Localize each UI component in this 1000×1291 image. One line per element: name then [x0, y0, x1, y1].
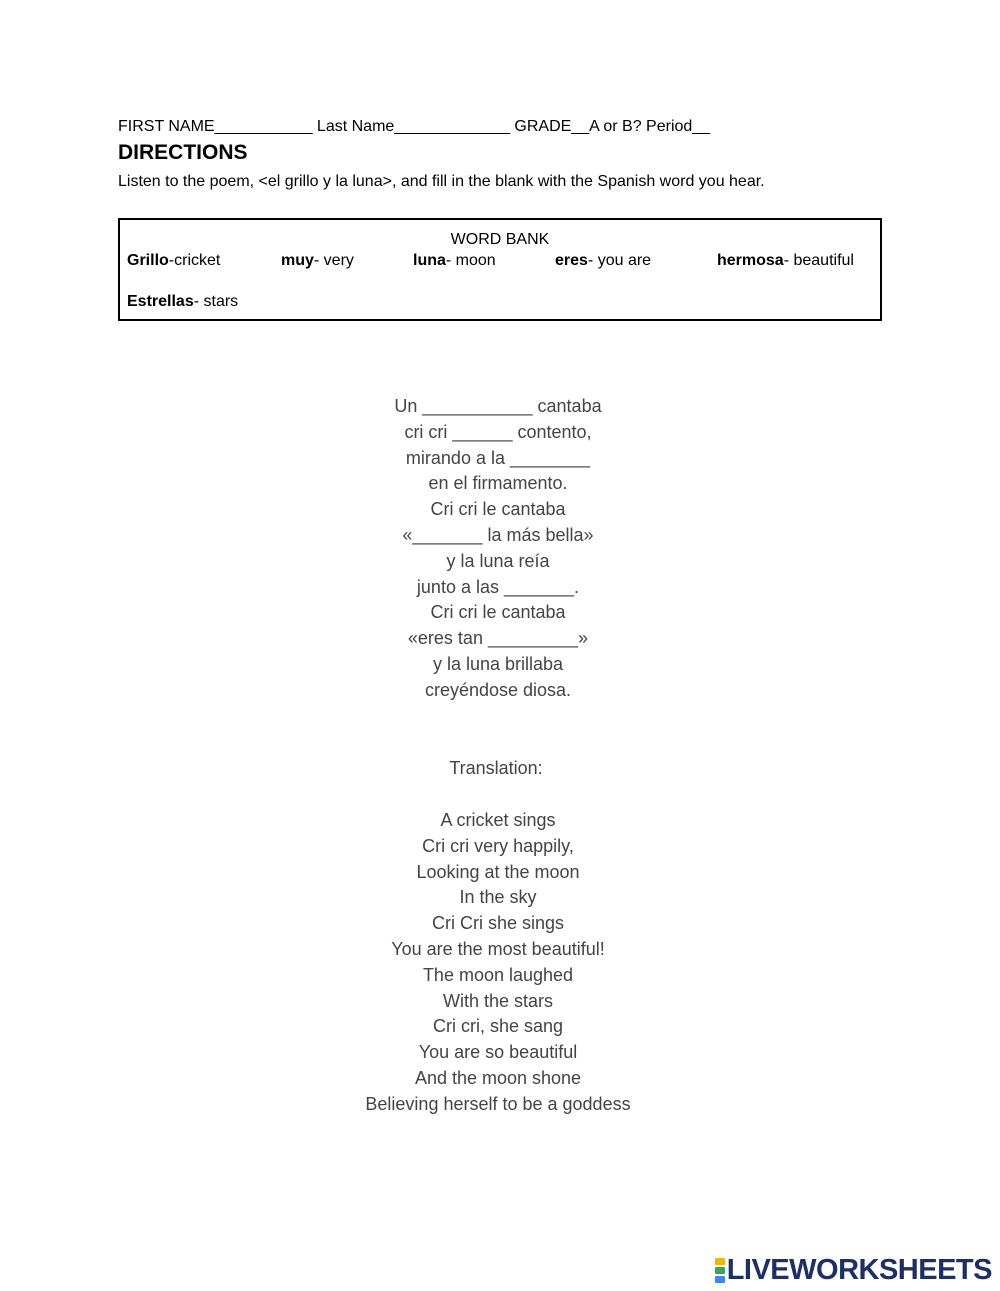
poem: [0, 394, 1000, 704]
translation-line: Cri cri very happily,: [422, 835, 574, 856]
word-bank-entry: Estrellas- stars: [127, 293, 239, 310]
brand-name: LIVEWORKSHEETS: [726, 1253, 992, 1286]
word-bank-box: [118, 218, 882, 321]
poem-line: Cri cri le cantaba: [430, 499, 566, 520]
poem-line: en el firmamento.: [428, 473, 568, 494]
poem-line: junto a las _______.: [416, 576, 580, 597]
liveworksheets-logo[interactable]: [715, 1254, 992, 1286]
translation-line: A cricket sings: [440, 810, 556, 830]
translation-line: Looking at the moon: [416, 861, 580, 882]
translation-line: The moon laughed: [422, 964, 574, 985]
translation-line: In the sky: [459, 887, 537, 908]
poem-line: y la luna reía: [446, 550, 550, 571]
poem-line: Un ___________ cantaba: [394, 396, 602, 416]
poem-line: y la luna brillaba: [432, 653, 564, 674]
translation: [0, 808, 1000, 1118]
student-info-line: FIRST NAME___________ Last Name_____________ GRADE__A or B? Period__: [118, 118, 711, 135]
poem-line: cri cri ______ contento,: [404, 421, 592, 442]
translation-line: Cri cri, she sang: [432, 1016, 564, 1037]
translation-line: You are so beautiful: [418, 1042, 578, 1063]
word-bank-entry: muy- very: [281, 252, 354, 269]
word-bank-entry: eres- you are: [555, 252, 652, 269]
directions-heading: DIRECTIONS: [118, 141, 248, 164]
word-bank-entry: hermosa- beautiful: [717, 252, 854, 269]
translation-line: And the moon shone: [414, 1067, 582, 1088]
word-bank-entry: luna- moon: [413, 252, 496, 269]
translation-line: Cri Cri she sings: [431, 913, 565, 934]
poem-line: Cri cri le cantaba: [430, 602, 566, 623]
translation-line: With the stars: [442, 990, 554, 1011]
logo-icon: [715, 1257, 725, 1284]
word-bank-entry: Grillo-cricket: [127, 252, 221, 269]
translation-line: Believing herself to be a goddess: [365, 1093, 631, 1114]
word-bank-title: WORD BANK: [450, 231, 550, 248]
poem-line: «_______ la más bella»: [402, 524, 594, 545]
directions-text: Listen to the poem, <el grillo y la luna>, and fill in the blank with the Spanish word you hear.: [118, 173, 765, 190]
poem-line: «eres tan _________»: [407, 628, 589, 649]
translation-label: Translation:: [449, 758, 543, 778]
translation-line: You are the most beautiful!: [391, 938, 605, 959]
poem-line: mirando a la ________: [405, 447, 591, 468]
poem-line: creyéndose diosa.: [424, 679, 572, 700]
